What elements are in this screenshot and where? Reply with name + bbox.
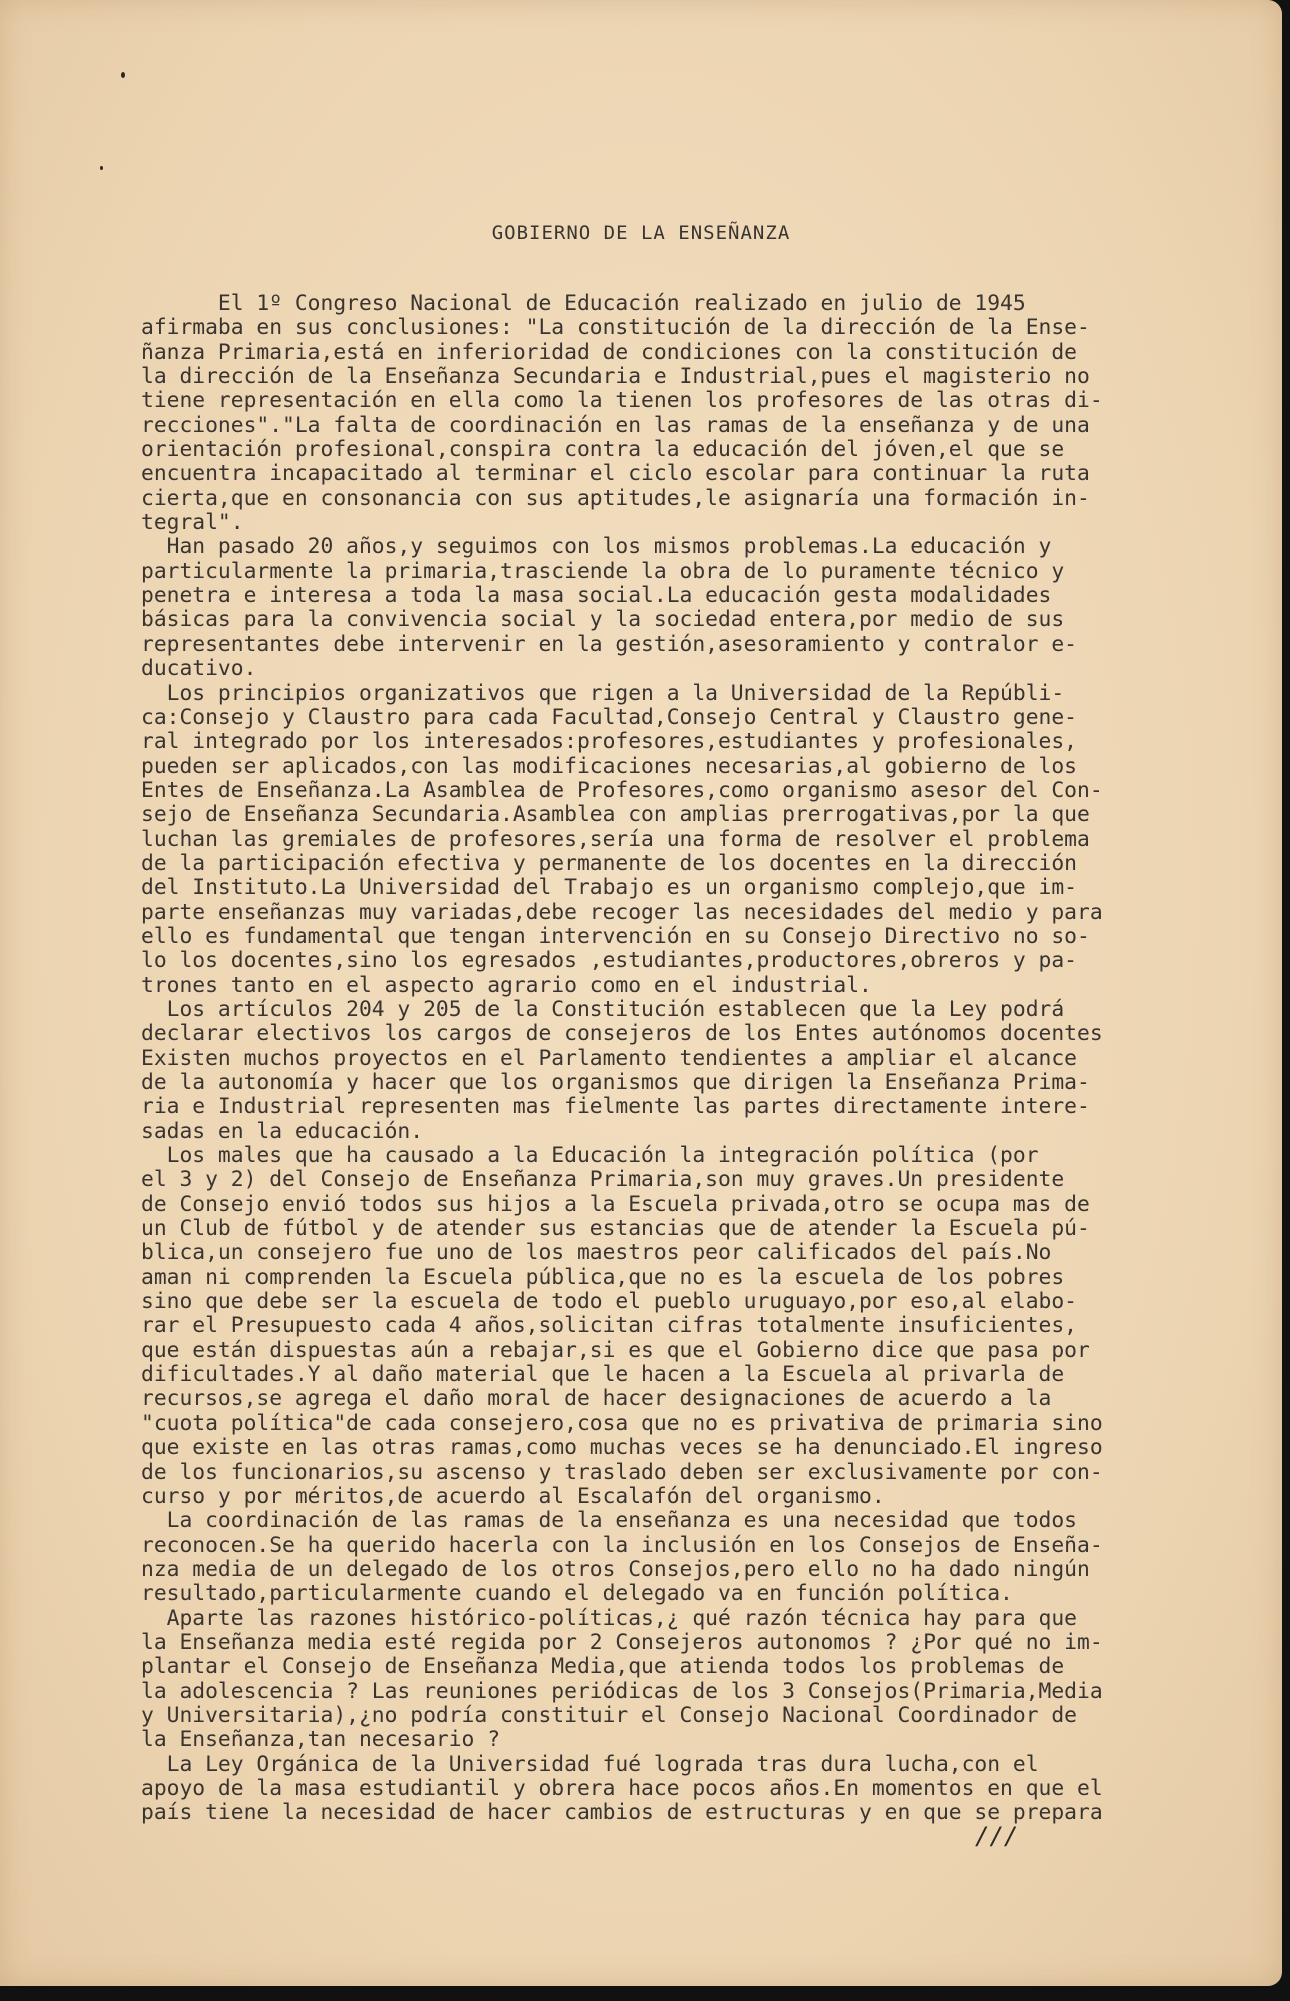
- text-line: del Instituto.La Universidad del Trabajo es un organismo complejo,que im-: [141, 875, 1077, 901]
- text-line: apoyo de la masa estudiantil y obrera hace pocos años.En momentos en que el: [141, 1775, 1103, 1801]
- text-line: de la participación efectiva y permanente de los docentes en la dirección: [141, 850, 1077, 876]
- text-line: ca:Consejo y Claustro para cada Facultad,Consejo Central y Claustro gene-: [141, 704, 1077, 730]
- text-line: que están dispuestas aún a rebajar,si es que el Gobierno dice que pasa por: [141, 1337, 1090, 1363]
- text-line: país tiene la necesidad de hacer cambios de estructuras y en que se prepara: [141, 1800, 1103, 1826]
- text-line: recursos,se agrega el daño moral de hacer designaciones de acuerdo a la: [141, 1386, 1052, 1412]
- text-line: parte enseñanzas muy variadas,debe recoger las necesidades del medio y para: [141, 899, 1103, 925]
- text-line: rar el Presupuesto cada 4 años,solicitan cifras totalmente insuficientes,: [141, 1313, 1077, 1339]
- text-line: ello es fundamental que tengan intervención en su Consejo Directivo no so-: [141, 923, 1090, 949]
- text-line: Han pasado 20 años,y seguimos con los mismos problemas.La educación y: [141, 534, 1052, 560]
- text-line: sadas en la educación.: [141, 1118, 424, 1144]
- text-line: Los artículos 204 y 205 de la Constitución establecen que la Ley podrá: [141, 996, 1065, 1022]
- text-line: la Enseñanza media esté regida por 2 Consejeros autonomos ? ¿Por qué no im-: [141, 1629, 1103, 1655]
- text-line: Aparte las razones histórico-políticas,¿ qué razón técnica hay para que: [141, 1605, 1077, 1631]
- text-line: recciones"."La falta de coordinación en las ramas de la enseñanza y de una: [141, 412, 1090, 438]
- text-line: la dirección de la Enseñanza Secundaria e Industrial,pues el magisterio no: [141, 364, 1090, 390]
- text-line: plantar el Consejo de Enseñanza Media,que atienda todos los problemas de: [141, 1654, 1065, 1680]
- text-line: sino que debe ser la escuela de todo el pueblo uruguayo,por eso,al elabo-: [141, 1289, 1077, 1315]
- text-line: pueden ser aplicados,con las modificaciones necesarias,al gobierno de los: [141, 753, 1077, 779]
- text-line: ral integrado por los interesados:profesores,estudiantes y profesionales,: [141, 729, 1077, 755]
- text-line: particularmente la primaria,trasciende la obra de lo puramente técnico y: [141, 558, 1065, 584]
- text-line: el 3 y 2) del Consejo de Enseñanza Primaria,son muy graves.Un presidente: [141, 1167, 1065, 1193]
- text-line: y Universitaria),¿no podría constituir el Consejo Nacional Coordinador de: [141, 1702, 1077, 1728]
- text-line: aman ni comprenden la Escuela pública,que no es la escuela de los pobres: [141, 1264, 1065, 1290]
- text-line: penetra e interesa a toda la masa social.La educación gesta modalidades: [141, 583, 1052, 609]
- text-line: representantes debe intervenir en la gestión,asesoramiento y contralor e-: [141, 631, 1077, 657]
- text-line: básicas para la convivencia social y la sociedad entera,por medio de sus: [141, 607, 1065, 633]
- text-line: ria e Industrial representen mas fielmente las partes directamente intere-: [141, 1094, 1090, 1120]
- ink-speck: [100, 166, 103, 170]
- text-line: resultado,particularmente cuando el delegado va en función política.: [141, 1581, 1013, 1607]
- text-line: Entes de Enseñanza.La Asamblea de Profesores,como organismo asesor del Con-: [141, 777, 1103, 803]
- document-body: [141, 292, 1221, 1826]
- document-title: GOBIERNO DE LA ENSEÑANZA: [491, 222, 791, 244]
- text-line: de Consejo envió todos sus hijos a la Escuela privada,otro se ocupa mas de: [141, 1191, 1090, 1217]
- text-line: la Enseñanza,tan necesario ?: [141, 1727, 501, 1753]
- text-line: la adolescencia ? Las reuniones periódicas de los 3 Consejos(Primaria,Media: [141, 1678, 1103, 1704]
- text-line: sejo de Enseñanza Secundaria.Asamblea con amplias prerrogativas,por la que: [141, 802, 1090, 828]
- ink-speck: [121, 72, 125, 78]
- text-line: Los males que ha causado a la Educación la integración política (por: [141, 1143, 1039, 1169]
- page-continuation-mark: ///: [975, 1822, 1019, 1850]
- text-line: que existe en las otras ramas,como muchas veces se ha denunciado.El ingreso: [141, 1435, 1103, 1461]
- text-line: nza media de un delegado de los otros Consejos,pero ello no ha dado ningún: [141, 1556, 1090, 1582]
- text-line: dificultades.Y al daño material que le hacen a la Escuela al privarla de: [141, 1362, 1065, 1388]
- text-line: ñanza Primaria,está en inferioridad de condiciones con la constitución de: [141, 339, 1077, 365]
- text-line: luchan las gremiales de profesores,sería una forma de resolver el problema: [141, 826, 1090, 852]
- text-line: trones tanto en el aspecto agrario como en el industrial.: [141, 972, 872, 998]
- text-line: encuentra incapacitado al terminar el ciclo escolar para continuar la ruta: [141, 461, 1090, 487]
- text-line: de la autonomía y hacer que los organismos que dirigen la Enseñanza Prima-: [141, 1070, 1090, 1095]
- text-line: cierta,que en consonancia con sus aptitudes,le asignaría una formación in-: [141, 485, 1090, 511]
- text-line: reconocen.Se ha querido hacerla con la inclusión en los Consejos de Enseña-: [141, 1532, 1103, 1558]
- text-line: blica,un consejero fue uno de los maestros peor calificados del país.No: [141, 1240, 1052, 1266]
- text-line: La coordinación de las ramas de la enseñanza es una necesidad que todos: [141, 1508, 1077, 1534]
- text-line: "cuota política"de cada consejero,cosa que no es privativa de primaria sino: [141, 1410, 1103, 1436]
- text-line: tegral".: [141, 510, 244, 536]
- text-line: ducativo.: [141, 656, 257, 682]
- text-line: Los principios organizativos que rigen a la Universidad de la Repúbli-: [141, 680, 1065, 706]
- text-line: declarar electivos los cargos de consejeros de los Entes autónomos docentes: [141, 1021, 1103, 1047]
- text-line: tiene representación en ella como la tienen los profesores de las otras di-: [141, 388, 1103, 414]
- text-line: curso y por méritos,de acuerdo al Escalafón del organismo.: [141, 1483, 885, 1509]
- text-line: de los funcionarios,su ascenso y traslado deben ser exclusivamente por con-: [141, 1459, 1103, 1485]
- text-line: orientación profesional,conspira contra la educación del jóven,el que se: [141, 437, 1065, 463]
- text-line: lo los docentes,sino los egresados ,estudiantes,productores,obreros y pa-: [141, 948, 1077, 974]
- text-line: La Ley Orgánica de la Universidad fué lograda tras dura lucha,con el: [141, 1751, 1039, 1777]
- text-line: El 1º Congreso Nacional de Educación realizado en julio de 1945: [141, 291, 1026, 316]
- text-line: un Club de fútbol y de atender sus estancias que de atender la Escuela pú-: [141, 1216, 1090, 1242]
- text-line: Existen muchos proyectos en el Parlamento tendientes a ampliar el alcance: [141, 1045, 1077, 1071]
- text-line: afirmaba en sus conclusiones: "La constitución de la dirección de la Ense-: [141, 315, 1090, 341]
